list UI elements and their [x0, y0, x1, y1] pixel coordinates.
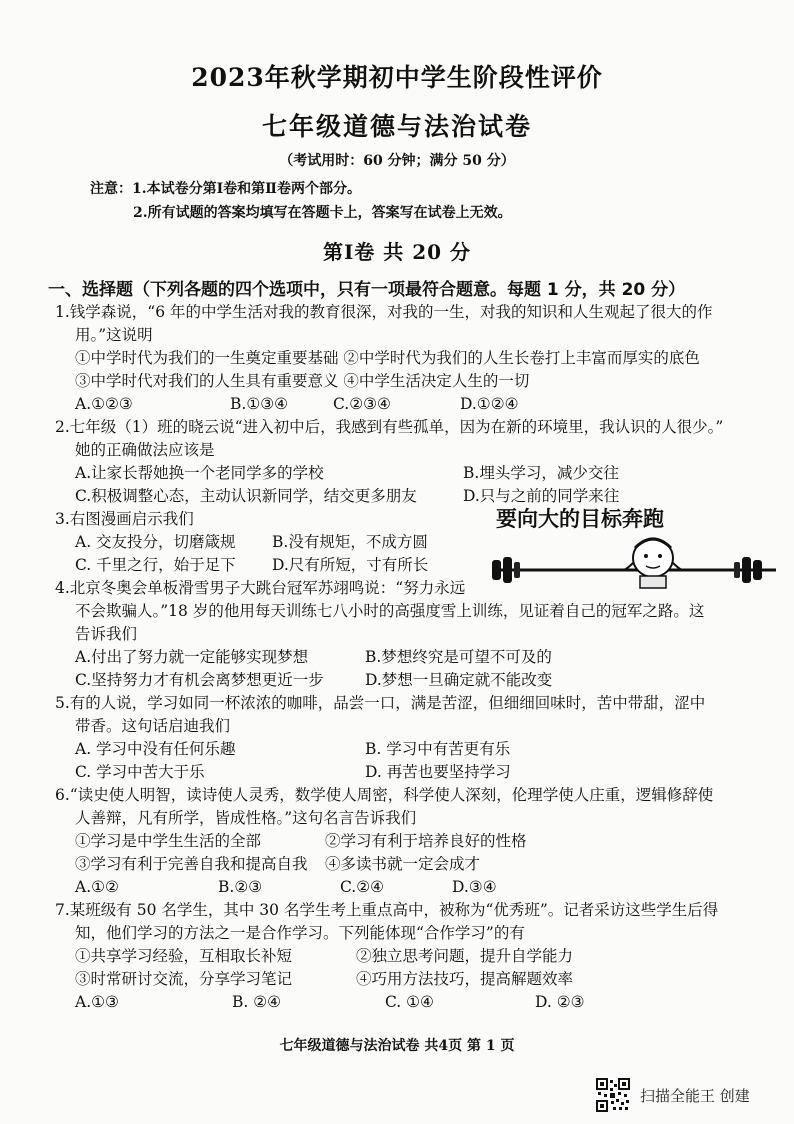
q4-option-b: B.梦想终究是可望不可及的 [365, 648, 552, 666]
q6-statement-2: ②学习有利于培养良好的性格 [325, 832, 527, 850]
scanner-label: 扫描全能王 创建 [640, 1086, 750, 1105]
q1-option-c: C.②③④ [333, 395, 391, 413]
q7-statement-1: ①共享学习经验，互相取长补短 [75, 947, 293, 965]
q2-stem-line-1: 2.七年级（1）班的晓云说“进入初中后，我感到有些孤单，因为在新的环境里，我认识的人很少。” [55, 418, 724, 436]
q6-statement-4: ④多读书就一定会成才 [325, 855, 481, 873]
q7-option-a: A.①③ [75, 993, 119, 1011]
q4-option-c: C.坚持努力才有机会离梦想更近一步 [75, 671, 324, 689]
q5-option-b: B. 学习中有苦更有乐 [365, 740, 511, 758]
q3-option-d: D.尺有所短，寸有所长 [272, 556, 429, 574]
q1-statement-1: ①中学时代为我们的一生奠定重要基础 ②中学时代为我们的人生长卷打上丰富而厚实的底色 [75, 349, 700, 367]
q3-stem: 3.右图漫画启示我们 [55, 510, 194, 528]
q4-stem-line-2: 不会欺骗人。”18 岁的他用每天训练七八小时的高强度雪上训练，见证着自己的冠军之路。这 [75, 602, 705, 620]
q7-option-d: D. ②③ [535, 993, 585, 1011]
q7-statement-2: ②独立思考问题，提升自学能力 [356, 947, 574, 965]
q6-option-c: C.②④ [340, 878, 385, 896]
q3-option-c: C. 千里之行，始于足下 [75, 556, 236, 574]
exam-subtitle: 七年级道德与法治试卷 [261, 112, 532, 141]
q4-stem-line-3: 告诉我们 [75, 625, 138, 643]
q6-stem-line-1: 6.“读史使人明智，读诗使人灵秀，数学使人周密，科学使人深刻，伦理学使人庄重，逻辑修辞使 [55, 786, 714, 804]
cartoon-caption: 要向大的目标奔跑 [496, 507, 664, 531]
q6-option-b: B.②③ [218, 878, 263, 896]
q5-stem-line-1: 5.有的人说，学习如同一杯浓浓的咖啡，品尝一口，满是苦涩，但细细回味时，苦中带甜，涩中 [55, 694, 706, 712]
q5-option-a: A. 学习中没有任何乐趣 [75, 740, 236, 758]
q2-option-c: C.积极调整心态，主动认识新同学，结交更多朋友 [75, 487, 417, 505]
weightlifter-illustration [478, 500, 788, 590]
q7-option-b: B. ②④ [232, 993, 282, 1011]
q1-option-b: B.①③④ [230, 395, 289, 413]
q6-statement-3: ③学习有利于完善自我和提高自我 [75, 855, 308, 873]
exam-info: （考试用时：60 分钟；满分 50 分） [279, 153, 515, 169]
notice-line-1: 注意：1.本试卷分第Ⅰ卷和第Ⅱ卷两个部分。 [90, 181, 361, 197]
section-title: 第Ⅰ卷 共 20 分 [322, 240, 472, 264]
q5-option-d: D. 再苦也要坚持学习 [365, 763, 511, 781]
q7-option-c: C. ①④ [385, 993, 434, 1011]
q2-option-a: A.让家长帮她换一个老同学多的学校 [75, 464, 324, 482]
q1-option-a: A.①②③ [75, 395, 133, 413]
q6-statement-1: ①学习是中学生生活的全部 [75, 832, 262, 850]
part-heading: 一、选择题（下列各题的四个选项中，只有一项最符合题意。每题 1 分，共 20 分） [48, 280, 686, 300]
q5-stem-line-2: 带香。这句话启迪我们 [75, 717, 231, 735]
q7-stem-line-2: 知，他们学习的方法之一是合作学习。下列能体现“合作学习”的有 [75, 924, 525, 942]
exam-title: 2023年秋学期初中学生阶段性评价 [191, 63, 603, 92]
q3-option-b: B.没有规矩，不成方圆 [272, 533, 428, 551]
qr-code-icon [596, 1078, 630, 1112]
page-footer: 七年级道德与法治试卷 共4页 第 1 页 [279, 1038, 515, 1054]
q7-statement-4: ④巧用方法技巧，提高解题效率 [356, 970, 574, 988]
q3-option-a: A. 交友投分，切磨箴规 [75, 533, 236, 551]
q1-option-d: D.①②④ [460, 395, 519, 413]
q7-stem-line-1: 7.某班级有 50 名学生，其中 30 名学生考上重点高中，被称为“优秀班”。记者采访这些学生后得 [55, 901, 719, 919]
q6-stem-line-2: 人善辩，凡有所学，皆成性格。”这句名言告诉我们 [75, 809, 417, 827]
q4-option-a: A.付出了努力就一定能够实现梦想 [75, 648, 309, 666]
q6-option-d: D.③④ [452, 878, 497, 896]
q4-stem-line-1: 4.北京冬奥会单板滑雪男子大跳台冠军苏翊鸣说：“努力永远 [55, 579, 466, 597]
q1-statement-2: ③中学时代对我们的人生具有重要意义 ④中学生活决定人生的一切 [75, 372, 530, 390]
q1-stem-line-1: 1.钱学森说，“6 年的中学生活对我的教育很深，对我的一生，对我的知识和人生观起了很大的作 [55, 303, 713, 321]
q5-option-c: C. 学习中苦大于乐 [75, 763, 205, 781]
q2-stem-line-2: 她的正确做法应该是 [75, 441, 215, 459]
q2-option-b: B.埋头学习，减少交往 [463, 464, 619, 482]
q2-option-d: D.只与之前的同学来往 [463, 487, 620, 505]
q3-cartoon [478, 500, 788, 590]
scanner-watermark [596, 1078, 750, 1112]
q4-option-d: D.梦想一旦确定就不能改变 [365, 671, 553, 689]
q1-stem-line-2: 用。”这说明 [75, 326, 153, 344]
q6-option-a: A.①② [75, 878, 119, 896]
q7-statement-3: ③时常研讨交流，分享学习笔记 [75, 970, 293, 988]
notice-line-2: 2.所有试题的答案均填写在答题卡上，答案写在试卷上无效。 [133, 205, 512, 221]
